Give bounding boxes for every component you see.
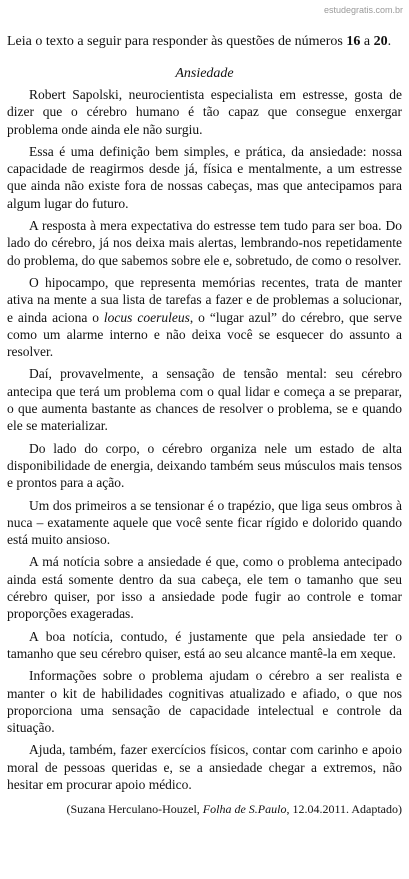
paragraph-11: Ajuda, também, fazer exercícios físicos, contar com carinho e apoio moral de pessoas queridas e, se a ansiedade chegar a extremos, não hesitar em procurar apoio médico. xyxy=(7,742,402,792)
paragraph-6: Do lado do corpo, o cérebro organiza nele um estado de alta disponibilidade de energia, deixando também seus músculos mais tensos e prontos para a ação. xyxy=(7,440,402,491)
reading-passage xyxy=(7,33,402,817)
paragraph-4-end: , o “lugar azul” do cérebro, que serve como um alarme interno e não deixa você se esquecer do assunto a resolver. xyxy=(7,309,403,360)
instructions-text: Leia o texto a seguir para responder às questões de números xyxy=(7,34,347,49)
paragraph-1: Robert Sapolski, neurocientista especialista em estresse, gosta de dizer que o cérebro humano é tão capaz que consegue enxergar problema onde ainda ele não surgiu. xyxy=(7,87,402,137)
question-end-number: 20 xyxy=(373,34,388,49)
citation-date: , 12.04.2011. Adaptado) xyxy=(286,802,402,817)
question-start-number: 16 xyxy=(346,34,361,49)
source-citation xyxy=(7,802,402,817)
paragraph-5: Daí, provavelmente, a sensação de tensão mental: seu cérebro antecipa que terá um problema com o qual lidar e começa a se preparar, o que aumenta bastante as chances de resolver o problema, se e quando ele se materializar. xyxy=(7,366,402,434)
instructions xyxy=(7,33,402,51)
instructions-period: . xyxy=(387,34,392,49)
article-title: Ansiedade xyxy=(175,65,234,81)
paragraph-10: Informações sobre o problema ajudam o cérebro a ser realista e manter o kit de habilidades cognitivas atualizado e afiado, o que nos proporciona uma sensação de capacidade intelectual e controle da situação. xyxy=(7,668,402,736)
site-watermark: estudegratis.com.br xyxy=(323,5,403,15)
paragraph-3: A resposta à mera expectativa do estresse tem tudo para ser boa. Do lado do cérebro, já nos deixa mais alertas, lembrando-nos repetidamente do problema, do que sabemos sobre ele e, sobretudo, de como o resolver. xyxy=(7,218,402,268)
paragraph-4 xyxy=(7,274,402,360)
locus-coeruleus-term: locus coeruleus xyxy=(103,309,190,325)
paragraph-9: A boa notícia, contudo, é justamente que pela ansiedade ter o tamanho que seu cérebro quiser, está ao seu alcance mantê-la em xeque. xyxy=(7,628,402,661)
citation-publication: Folha de S.Paulo xyxy=(202,802,287,817)
paragraph-2: Essa é uma definição bem simples, e prática, da ansiedade: nossa capacidade de reagirmos desde já, física e mentalmente, a um estresse que ainda não existe fora de nossas cabeças, mas que antecipamos para algum lugar do futuro. xyxy=(7,143,402,211)
citation-author: (Suzana Herculano-Houzel, xyxy=(66,802,203,817)
paragraph-7: Um dos primeiros a se tensionar é o trapézio, que liga seus ombros à nuca – exatamente aquele que você sente ficar rígido e dolorido quando está muito ansioso. xyxy=(7,497,402,548)
paragraph-8: A má notícia sobre a ansiedade é que, como o problema antecipado ainda está somente dentro da sua cabeça, ele tem o tamanho que seu cérebro quiser, por isso a ansiedade pode fugir ao controle e tomar proporções exageradas. xyxy=(7,554,402,622)
instructions-connector: a xyxy=(360,34,374,49)
paragraph-4-start: O hipocampo, que representa memórias recentes, trata de manter ativa na mente a sua lista de tarefas a fazer e de problemas a solucionar, e ainda aciona o xyxy=(7,274,402,325)
